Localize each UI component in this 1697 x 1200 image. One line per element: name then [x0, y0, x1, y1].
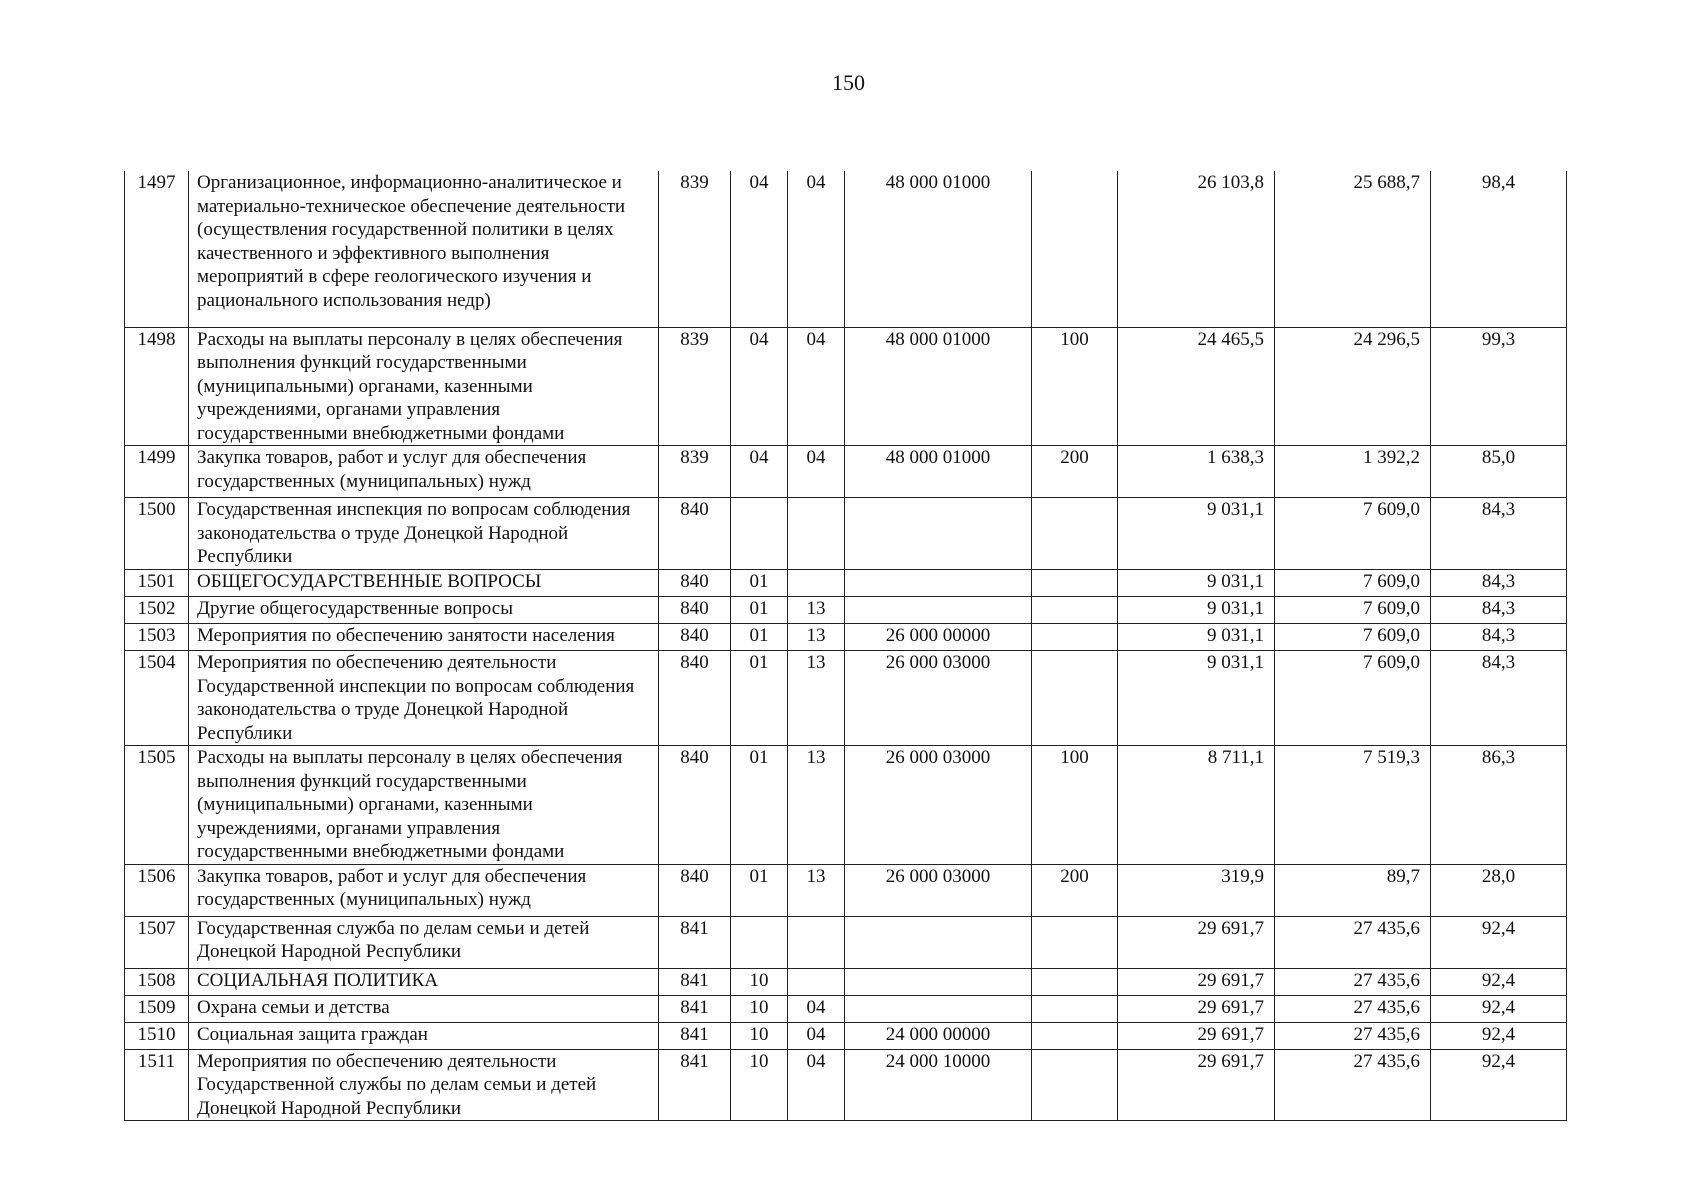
planned-amount-cell: 9 031,1: [1118, 498, 1275, 570]
planned-amount-cell: 29 691,7: [1118, 968, 1275, 995]
planned-amount-cell: 29 691,7: [1118, 995, 1275, 1022]
row-number-cell: 1501: [125, 570, 189, 597]
row-name-cell: Мероприятия по обеспечению деятельности Государственной инспекции по вопросам соблюдения законодательства о труде Донецкой Народной Республики: [189, 651, 659, 746]
expense-type-cell: [1032, 570, 1118, 597]
target-article-cell: 26 000 03000: [845, 651, 1032, 746]
row-name-cell: Государственная инспекция по вопросам соблюдения законодательства о труде Донецкой Народной Республики: [189, 498, 659, 570]
table-row: [125, 624, 1567, 651]
target-article-cell: 48 000 01000: [845, 446, 1032, 498]
subsection-code-cell: [788, 916, 845, 968]
table-row: [125, 916, 1567, 968]
section-code-cell: [731, 498, 788, 570]
ministry-code-cell: 840: [659, 624, 731, 651]
ministry-code-cell: 839: [659, 327, 731, 446]
section-code-cell: 10: [731, 995, 788, 1022]
planned-amount-cell: 26 103,8: [1118, 171, 1275, 327]
planned-amount-cell: 9 031,1: [1118, 624, 1275, 651]
actual-amount-cell: 27 435,6: [1275, 916, 1431, 968]
actual-amount-cell: 7 609,0: [1275, 624, 1431, 651]
actual-amount-cell: 27 435,6: [1275, 995, 1431, 1022]
section-code-cell: 01: [731, 597, 788, 624]
actual-amount-cell: 25 688,7: [1275, 171, 1431, 327]
ministry-code-cell: 841: [659, 995, 731, 1022]
table-row: [125, 327, 1567, 446]
target-article-cell: [845, 916, 1032, 968]
section-code-cell: 10: [731, 968, 788, 995]
target-article-cell: [845, 498, 1032, 570]
section-code-cell: 04: [731, 171, 788, 327]
table-row: [125, 1022, 1567, 1049]
table-row: [125, 597, 1567, 624]
section-code-cell: 10: [731, 1049, 788, 1121]
subsection-code-cell: 04: [788, 995, 845, 1022]
target-article-cell: 26 000 03000: [845, 864, 1032, 916]
expense-type-cell: [1032, 624, 1118, 651]
percent-cell: 84,3: [1431, 498, 1567, 570]
percent-cell: 92,4: [1431, 1049, 1567, 1121]
row-number-cell: 1503: [125, 624, 189, 651]
target-article-cell: [845, 570, 1032, 597]
expense-type-cell: [1032, 651, 1118, 746]
ministry-code-cell: 841: [659, 968, 731, 995]
expense-type-cell: [1032, 171, 1118, 327]
row-number-cell: 1511: [125, 1049, 189, 1121]
planned-amount-cell: 29 691,7: [1118, 1022, 1275, 1049]
percent-cell: 92,4: [1431, 995, 1567, 1022]
target-article-cell: 24 000 00000: [845, 1022, 1032, 1049]
percent-cell: 92,4: [1431, 1022, 1567, 1049]
percent-cell: 98,4: [1431, 171, 1567, 327]
row-name-cell: ОБЩЕГОСУДАРСТВЕННЫЕ ВОПРОСЫ: [189, 570, 659, 597]
percent-cell: 92,4: [1431, 916, 1567, 968]
percent-cell: 99,3: [1431, 327, 1567, 446]
percent-cell: 84,3: [1431, 651, 1567, 746]
ministry-code-cell: 840: [659, 651, 731, 746]
row-number-cell: 1505: [125, 746, 189, 865]
row-number-cell: 1510: [125, 1022, 189, 1049]
ministry-code-cell: 840: [659, 746, 731, 865]
actual-amount-cell: 7 609,0: [1275, 597, 1431, 624]
target-article-cell: [845, 995, 1032, 1022]
table-row: [125, 864, 1567, 916]
planned-amount-cell: 29 691,7: [1118, 1049, 1275, 1121]
table-row: [125, 746, 1567, 865]
section-code-cell: 01: [731, 570, 788, 597]
ministry-code-cell: 841: [659, 1049, 731, 1121]
section-code-cell: 04: [731, 446, 788, 498]
subsection-code-cell: 13: [788, 864, 845, 916]
target-article-cell: 48 000 01000: [845, 327, 1032, 446]
expense-type-cell: 200: [1032, 864, 1118, 916]
actual-amount-cell: 7 609,0: [1275, 651, 1431, 746]
actual-amount-cell: 7 609,0: [1275, 498, 1431, 570]
expense-type-cell: [1032, 916, 1118, 968]
row-name-cell: Расходы на выплаты персоналу в целях обеспечения выполнения функций государственными (муниципальными) органами, казенными учреждениями, органами управления государственными внебюджетными фондами: [189, 327, 659, 446]
subsection-code-cell: [788, 968, 845, 995]
planned-amount-cell: 319,9: [1118, 864, 1275, 916]
row-number-cell: 1498: [125, 327, 189, 446]
row-name-cell: СОЦИАЛЬНАЯ ПОЛИТИКА: [189, 968, 659, 995]
table-row: [125, 446, 1567, 498]
page-number: 150: [832, 70, 865, 95]
ministry-code-cell: 841: [659, 1022, 731, 1049]
subsection-code-cell: 04: [788, 327, 845, 446]
table-row: [125, 968, 1567, 995]
planned-amount-cell: 9 031,1: [1118, 597, 1275, 624]
subsection-code-cell: 13: [788, 597, 845, 624]
expense-type-cell: 200: [1032, 446, 1118, 498]
expense-type-cell: [1032, 597, 1118, 624]
expense-type-cell: [1032, 995, 1118, 1022]
row-number-cell: 1506: [125, 864, 189, 916]
row-number-cell: 1509: [125, 995, 189, 1022]
expense-type-cell: 100: [1032, 746, 1118, 865]
table-row: [125, 995, 1567, 1022]
planned-amount-cell: 9 031,1: [1118, 570, 1275, 597]
percent-cell: 84,3: [1431, 570, 1567, 597]
row-number-cell: 1508: [125, 968, 189, 995]
table-row: [125, 171, 1567, 327]
expense-type-cell: [1032, 1049, 1118, 1121]
target-article-cell: 24 000 10000: [845, 1049, 1032, 1121]
section-code-cell: 04: [731, 327, 788, 446]
subsection-code-cell: 04: [788, 446, 845, 498]
row-name-cell: Мероприятия по обеспечению занятости населения: [189, 624, 659, 651]
row-number-cell: 1507: [125, 916, 189, 968]
row-name-cell: Закупка товаров, работ и услуг для обеспечения государственных (муниципальных) нужд: [189, 864, 659, 916]
subsection-code-cell: 13: [788, 651, 845, 746]
table-row: [125, 498, 1567, 570]
expense-type-cell: [1032, 968, 1118, 995]
row-name-cell: Закупка товаров, работ и услуг для обеспечения государственных (муниципальных) нужд: [189, 446, 659, 498]
subsection-code-cell: [788, 498, 845, 570]
actual-amount-cell: 27 435,6: [1275, 968, 1431, 995]
row-name-cell: Охрана семьи и детства: [189, 995, 659, 1022]
percent-cell: 86,3: [1431, 746, 1567, 865]
section-code-cell: [731, 916, 788, 968]
target-article-cell: [845, 968, 1032, 995]
planned-amount-cell: 8 711,1: [1118, 746, 1275, 865]
percent-cell: 84,3: [1431, 624, 1567, 651]
section-code-cell: 01: [731, 624, 788, 651]
subsection-code-cell: 04: [788, 1022, 845, 1049]
row-number-cell: 1500: [125, 498, 189, 570]
table-row: [125, 651, 1567, 746]
subsection-code-cell: 04: [788, 1049, 845, 1121]
ministry-code-cell: 840: [659, 597, 731, 624]
row-name-cell: Социальная защита граждан: [189, 1022, 659, 1049]
ministry-code-cell: 840: [659, 498, 731, 570]
expense-type-cell: [1032, 498, 1118, 570]
ministry-code-cell: 840: [659, 570, 731, 597]
section-code-cell: 01: [731, 746, 788, 865]
table-row: [125, 570, 1567, 597]
actual-amount-cell: 7 609,0: [1275, 570, 1431, 597]
target-article-cell: 26 000 00000: [845, 624, 1032, 651]
planned-amount-cell: 24 465,5: [1118, 327, 1275, 446]
ministry-code-cell: 841: [659, 916, 731, 968]
target-article-cell: 26 000 03000: [845, 746, 1032, 865]
budget-table: [124, 171, 1567, 1121]
ministry-code-cell: 839: [659, 171, 731, 327]
row-name-cell: Организационное, информационно-аналитическое и материально-техническое обеспечение деятельности (осуществления государственной политики в целях качественного и эффективного выполнения мероприятий в сфере геологического изучения и рационального использования недр): [189, 171, 659, 327]
row-number-cell: 1499: [125, 446, 189, 498]
subsection-code-cell: [788, 570, 845, 597]
row-name-cell: Государственная служба по делам семьи и детей Донецкой Народной Республики: [189, 916, 659, 968]
expense-type-cell: 100: [1032, 327, 1118, 446]
actual-amount-cell: 27 435,6: [1275, 1022, 1431, 1049]
row-name-cell: Мероприятия по обеспечению деятельности Государственной службы по делам семьи и детей Донецкой Народной Республики: [189, 1049, 659, 1121]
actual-amount-cell: 7 519,3: [1275, 746, 1431, 865]
ministry-code-cell: 839: [659, 446, 731, 498]
percent-cell: 92,4: [1431, 968, 1567, 995]
percent-cell: 84,3: [1431, 597, 1567, 624]
subsection-code-cell: 13: [788, 746, 845, 865]
percent-cell: 28,0: [1431, 864, 1567, 916]
section-code-cell: 01: [731, 864, 788, 916]
section-code-cell: 10: [731, 1022, 788, 1049]
section-code-cell: 01: [731, 651, 788, 746]
row-number-cell: 1502: [125, 597, 189, 624]
row-number-cell: 1497: [125, 171, 189, 327]
target-article-cell: 48 000 01000: [845, 171, 1032, 327]
ministry-code-cell: 840: [659, 864, 731, 916]
planned-amount-cell: 1 638,3: [1118, 446, 1275, 498]
table-row: [125, 1049, 1567, 1121]
row-name-cell: Расходы на выплаты персоналу в целях обеспечения выполнения функций государственными (муниципальными) органами, казенными учреждениями, органами управления государственными внебюджетными фондами: [189, 746, 659, 865]
expense-type-cell: [1032, 1022, 1118, 1049]
actual-amount-cell: 89,7: [1275, 864, 1431, 916]
target-article-cell: [845, 597, 1032, 624]
subsection-code-cell: 04: [788, 171, 845, 327]
row-name-cell: Другие общегосударственные вопросы: [189, 597, 659, 624]
percent-cell: 85,0: [1431, 446, 1567, 498]
row-number-cell: 1504: [125, 651, 189, 746]
actual-amount-cell: 1 392,2: [1275, 446, 1431, 498]
actual-amount-cell: 27 435,6: [1275, 1049, 1431, 1121]
subsection-code-cell: 13: [788, 624, 845, 651]
planned-amount-cell: 9 031,1: [1118, 651, 1275, 746]
actual-amount-cell: 24 296,5: [1275, 327, 1431, 446]
planned-amount-cell: 29 691,7: [1118, 916, 1275, 968]
